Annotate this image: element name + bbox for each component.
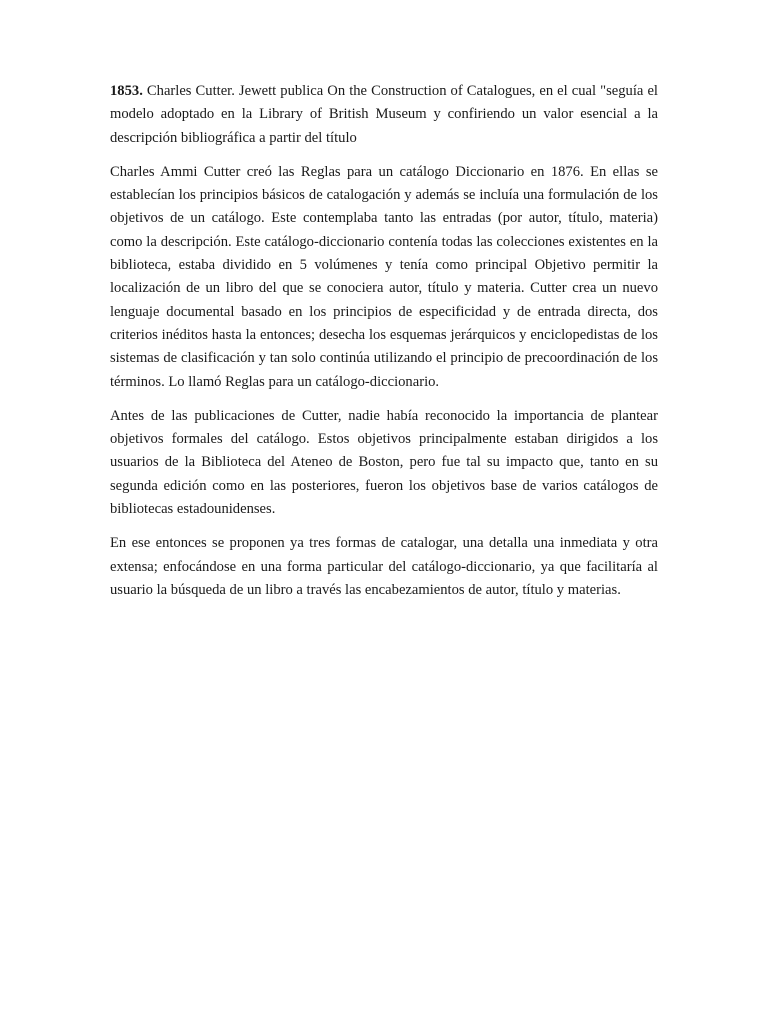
year-label: 1853. <box>110 83 143 99</box>
paragraph-cataloguing-forms: En ese entonces se proponen ya tres formas de catalogar, una detalla una inmediata y otra extensa; enfocándose en una forma particular del catálogo-diccionario, ya que facilitaría al usuario la búsqueda de un libro a través las encabezamientos de autor, título y materias. <box>110 535 658 598</box>
paragraph-1853 <box>110 80 658 150</box>
paragraph-objectives: Antes de las publicaciones de Cutter, nadie había reconocido la importancia de plantear objetivos formales del catálogo. Estos objetivos principalmente estaban dirigidos a los usuarios de la Biblioteca del Ateneo de Boston, pero fue tal su impacto que, tanto en su segunda edición como en las posteriores, fueron los objetivos base de varios catálogos de bibliotecas estadounidenses. <box>110 407 658 518</box>
paragraph-text: Charles Cutter. Jewett publica On the Construction of Catalogues, en el cual "seguía el modelo adoptado en la Library of British Museum y confiriendo un valor esencial a la descripción bibliográfica a partir del título <box>110 83 658 146</box>
paragraph-cutter-rules: Charles Ammi Cutter creó las Reglas para un catálogo Diccionario en 1876. En ellas se establecían los principios básicos de catalogación y además se incluía una formulación de los objetivos de un catálogo. Este contemplaba tanto las entradas (por autor, título, materia) como la descripción. Este catálogo-diccionario contenía todas las colecciones existentes en la biblioteca, estaba dividido en 5 volúmenes y tenía como principal Objetivo permitir la localización de un libro del que se conociera autor, título y materia. Cutter crea un nuevo lenguaje documental basado en los principios de especificidad y de entrada directa, dos criterios inéditos hasta la entonces; desecha los esquemas jerárquicos y enciclopedistas de los sistemas de clasificación y tan solo continúa utilizando el principio de precoordinación de los términos. Lo llamó Reglas para un catálogo-diccionario. <box>110 163 658 390</box>
document-page <box>110 80 658 613</box>
